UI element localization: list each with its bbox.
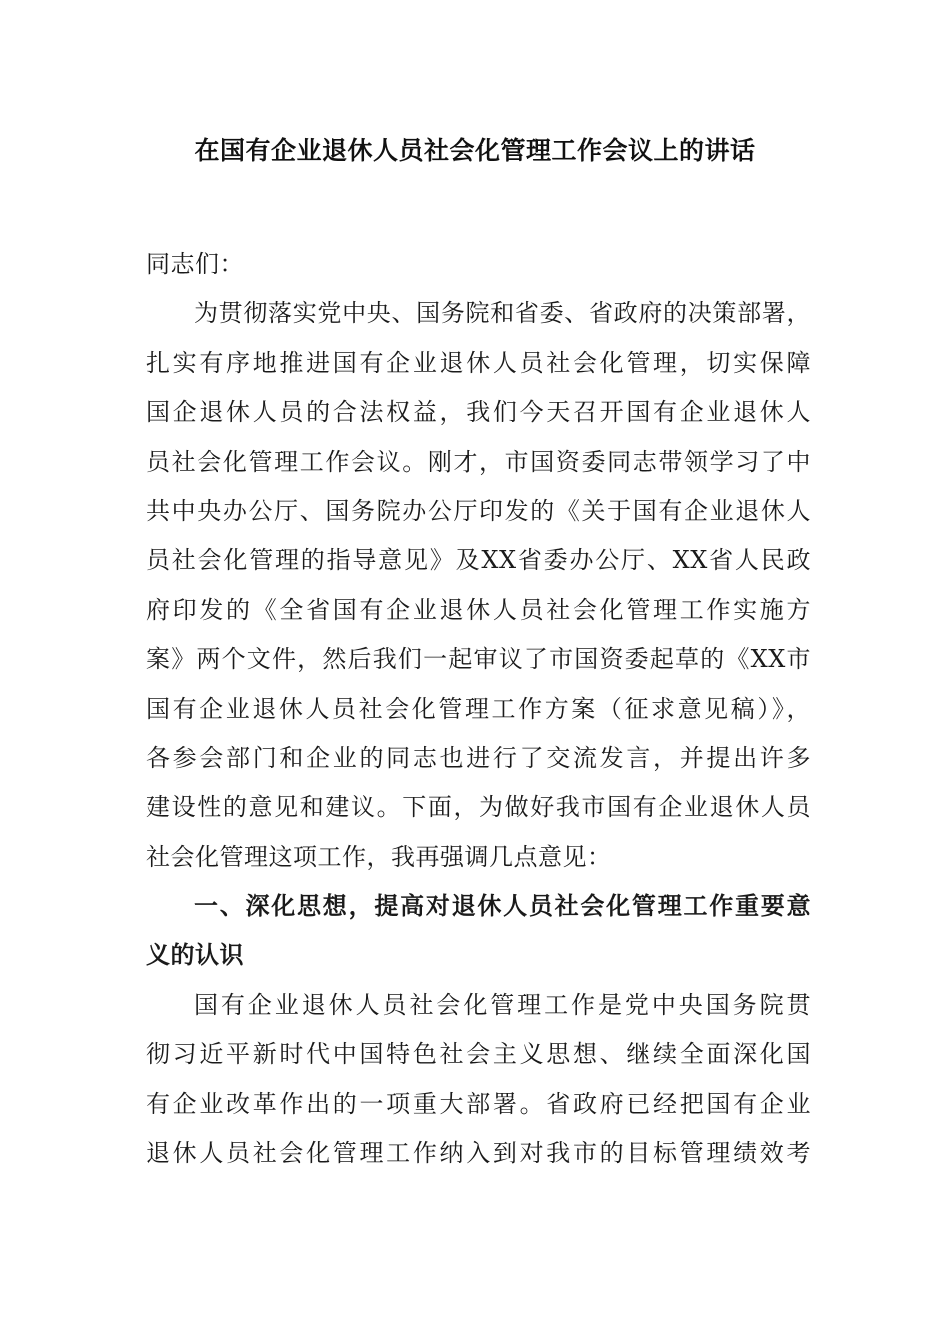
paragraph-line: 建设性的意见和建议。下面，为做好我市国有企业退休人员 (146, 793, 811, 822)
document-body (146, 240, 811, 1178)
paragraph-line: 共中央办公厅、国务院办公厅印发的《关于国有企业退休人 (146, 496, 811, 525)
paragraph-line: 退休人员社会化管理工作纳入到对我市的目标管理绩效考 (146, 1139, 811, 1168)
paragraph-line: 员社会化管理工作会议。刚才，市国资委同志带领学习了中 (146, 447, 811, 476)
paragraph-line: 各参会部门和企业的同志也进行了交流发言，并提出许多 (146, 743, 811, 772)
paragraph-line: 国有企业退休人员社会化管理工作是党中央国务院贯 (194, 990, 811, 1019)
paragraph-line: 有企业改革作出的一项重大部署。省政府已经把国有企业 (146, 1089, 811, 1118)
section-heading-line: 义的认识 (146, 941, 244, 970)
paragraph-line: 为贯彻落实党中央、国务院和省委、省政府的决策部署， (194, 299, 811, 328)
paragraph-line: 国有企业退休人员社会化管理工作方案（征求意见稿）》， (146, 694, 811, 723)
paragraph-line: 扎实有序地推进国有企业退休人员社会化管理，切实保障 (146, 348, 811, 377)
paragraph-line: 府印发的《全省国有企业退休人员社会化管理工作实施方 (146, 595, 811, 624)
paragraph-line: 彻习近平新时代中国特色社会主义思想、继续全面深化国 (146, 1040, 811, 1069)
paragraph-line: 同志们： (146, 250, 244, 278)
paragraph-line: 国企退休人员的合法权益，我们今天召开国有企业退休人 (146, 398, 811, 427)
document-title: 在国有企业退休人员社会化管理工作会议上的讲话 (194, 136, 756, 165)
section-heading-line: 一、深化思想，提高对退休人员社会化管理工作重要意 (194, 892, 811, 921)
paragraph-line: 社会化管理这项工作，我再强调几点意见： (146, 842, 612, 871)
paragraph-line: 员社会化管理的指导意见》及XX省委办公厅、XX省人民政 (146, 546, 811, 575)
paragraph-line: 案》两个文件，然后我们一起审议了市国资委起草的《XX市 (146, 645, 811, 674)
